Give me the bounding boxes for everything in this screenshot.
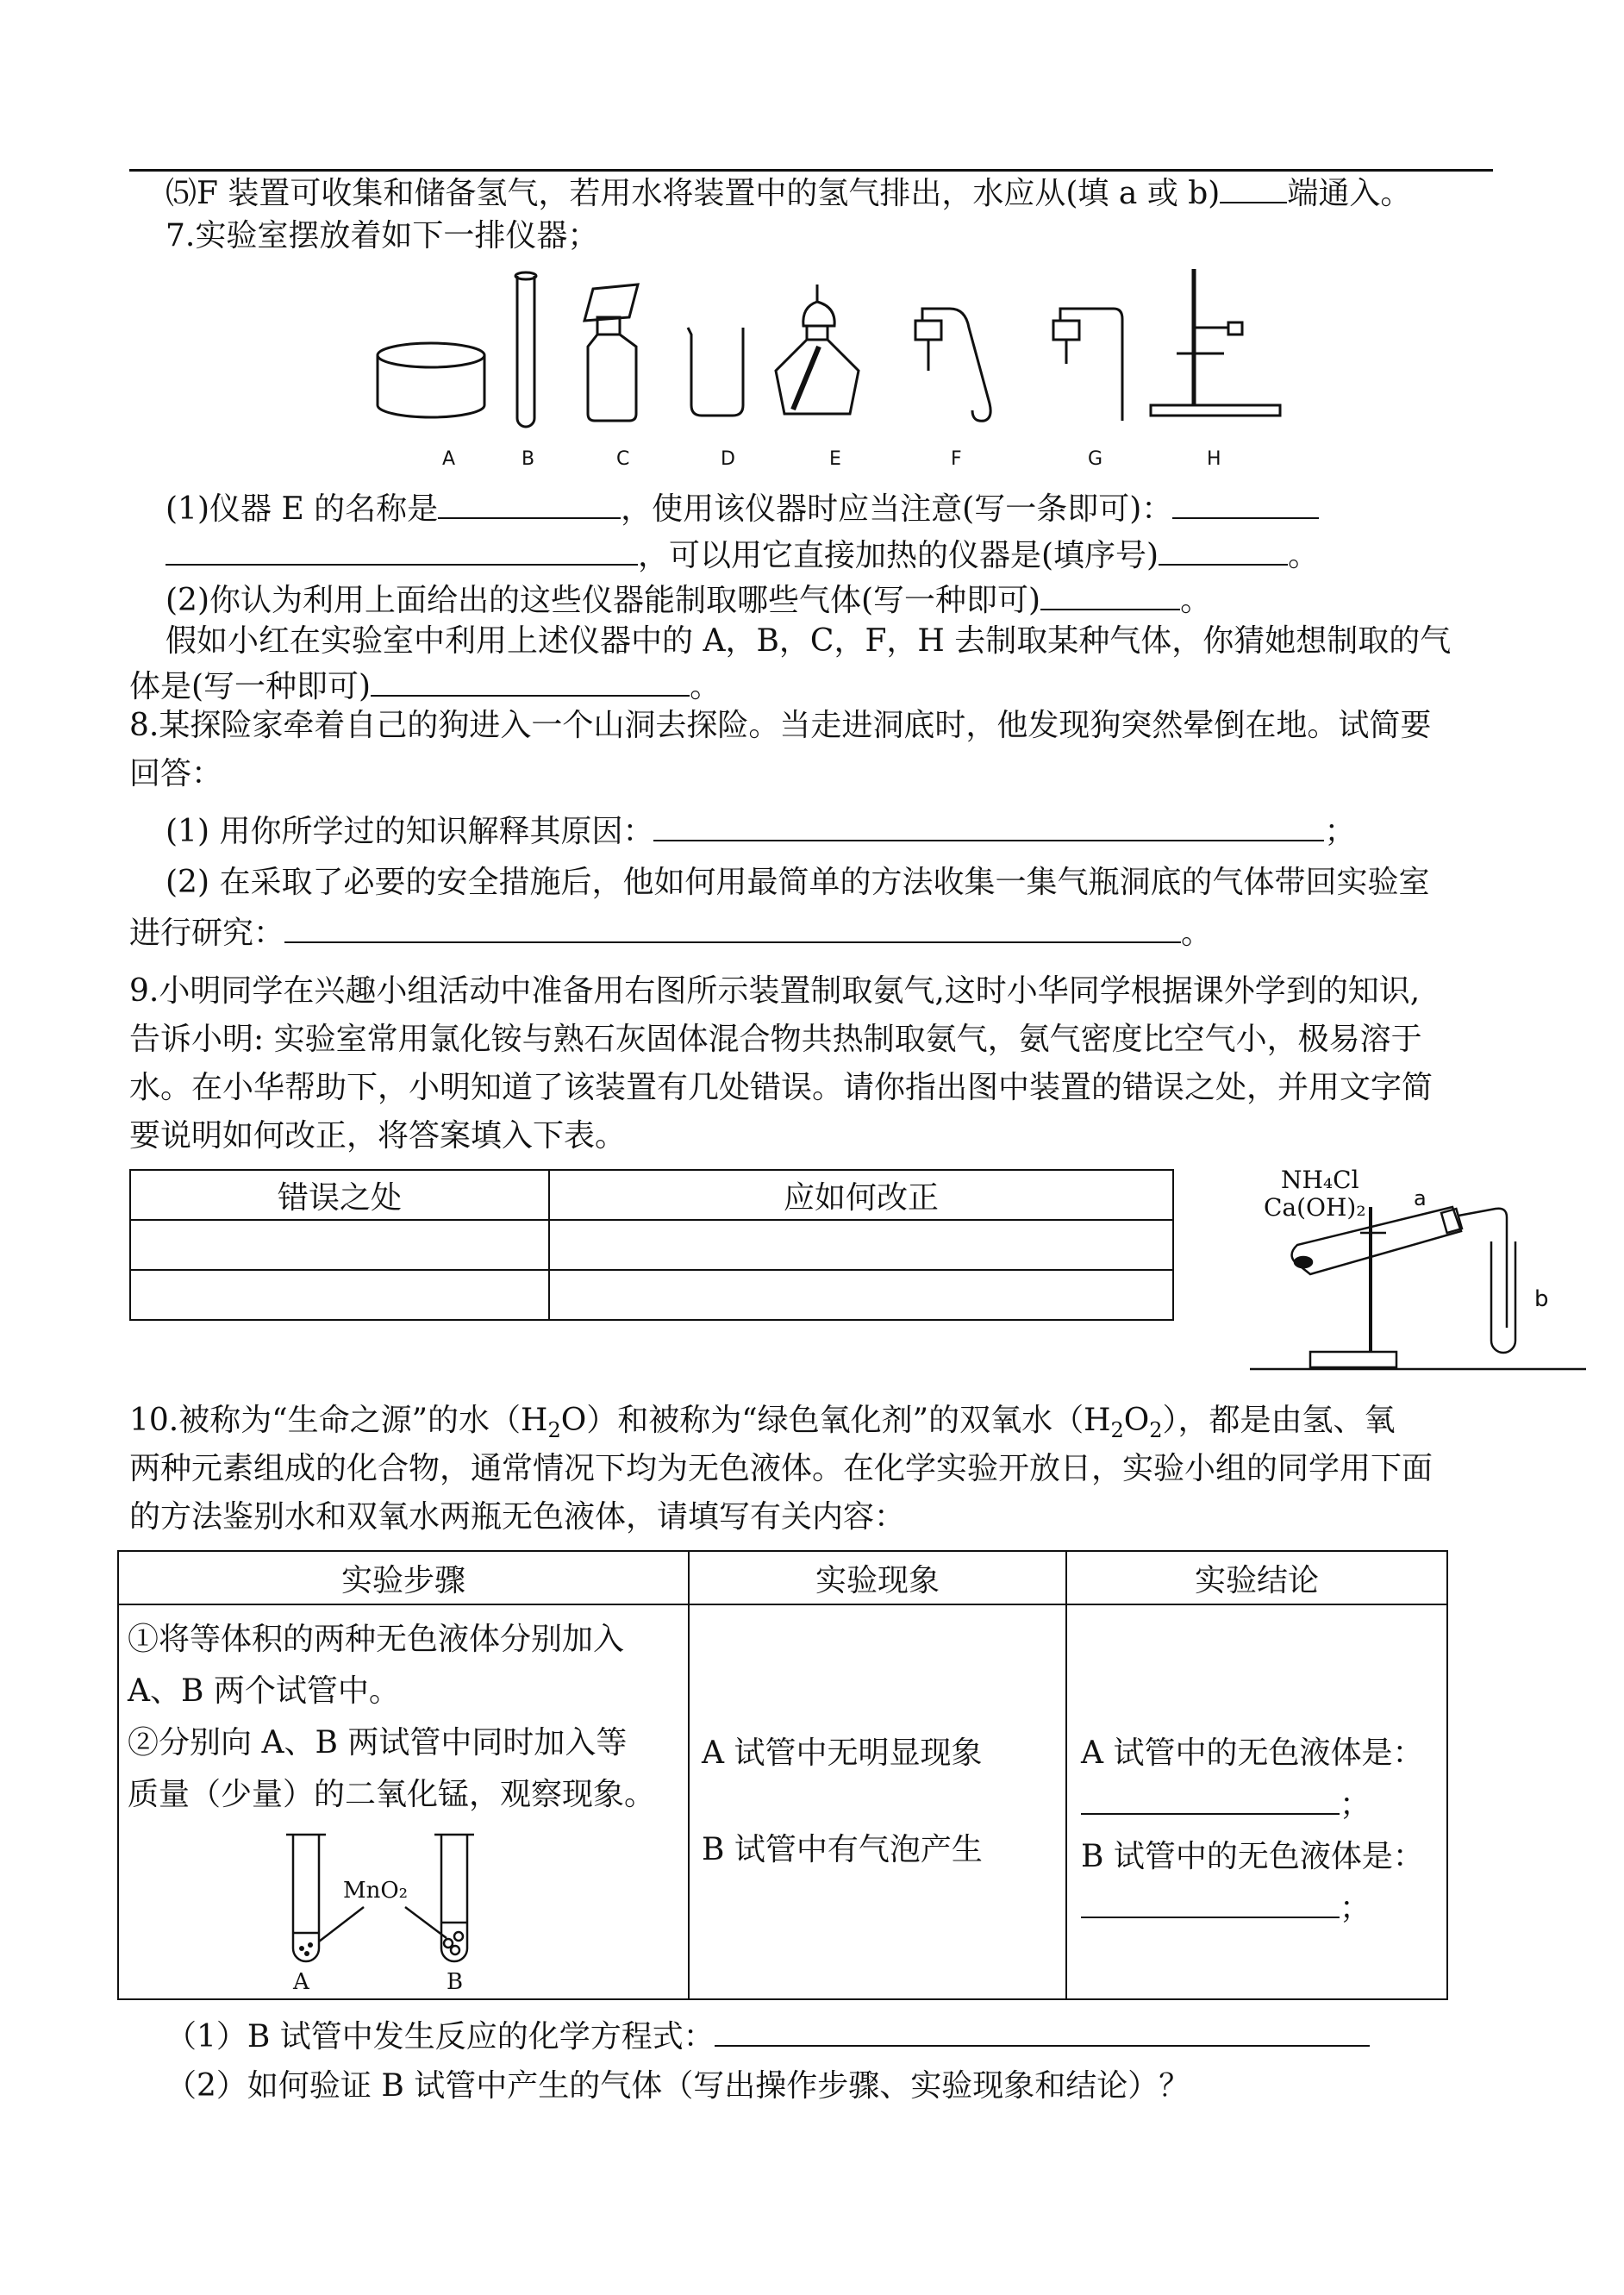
label-C: C bbox=[616, 448, 630, 470]
q8-part1: (1) 用你所学过的知识解释其原因： ； bbox=[166, 810, 1355, 851]
q7-blank-caution-cont[interactable] bbox=[166, 535, 638, 566]
q10-blank-b[interactable] bbox=[1081, 1887, 1340, 1918]
q7-blank-gas[interactable] bbox=[1040, 579, 1180, 610]
q10-step-2b: 质量（少量）的二氧化锰，观察现象。 bbox=[128, 1777, 656, 1812]
q9-cell-error-2[interactable] bbox=[130, 1270, 549, 1320]
q7-part2: (2)你认为利用上面给出的这些仪器能制取哪些气体(写一种即可) 。 bbox=[166, 579, 1211, 620]
q10-col-steps: 实验步骤 bbox=[118, 1551, 689, 1604]
q9-col-error: 错误之处 bbox=[130, 1170, 549, 1220]
label-B: B bbox=[522, 448, 535, 470]
q10-step-1b: A、B 两个试管中。 bbox=[128, 1673, 400, 1709]
q10-col-conclusion: 实验结论 bbox=[1066, 1551, 1447, 1604]
label-F: F bbox=[951, 448, 962, 470]
q10-conc-a: A 试管中的无色液体是： bbox=[1081, 1735, 1424, 1771]
q9-line2: 告诉小明: 实验室常用氯化铵与熟石灰固体混合物共热制取氨气，氨气密度比空气小，极易溶于 bbox=[129, 1022, 1422, 1057]
q7-part3-line2: 体是(写一种即可) 。 bbox=[129, 666, 721, 706]
q9-cell-fix-2[interactable] bbox=[549, 1270, 1173, 1320]
label-G: G bbox=[1088, 448, 1103, 470]
q10-blank-a[interactable] bbox=[1081, 1784, 1340, 1815]
q8-blank-method[interactable] bbox=[284, 912, 1181, 943]
q10-observation-cell bbox=[689, 1604, 1066, 1999]
q8-part2-line2: 进行研究： 。 bbox=[129, 912, 1212, 953]
q10-step-2a: ②分别向 A、B 两试管中同时加入等 bbox=[128, 1725, 628, 1760]
q9-label-a: a bbox=[1414, 1186, 1427, 1210]
q10-step-1a: ①将等体积的两种无色液体分别加入 bbox=[128, 1622, 625, 1657]
q9-answer-table bbox=[129, 1169, 1174, 1321]
q7-part1-line2: ，可以用它直接加热的仪器是(填序号) 。 bbox=[166, 535, 1319, 575]
q8-blank-reason[interactable] bbox=[653, 810, 1324, 841]
q10-line3: 的方法鉴别水和双氧水两瓶无色液体，请填写有关内容： bbox=[129, 1499, 906, 1535]
q9-label-b: b bbox=[1534, 1286, 1549, 1312]
label-E: E bbox=[829, 448, 841, 470]
label-A: A bbox=[442, 448, 456, 470]
q9-cell-error-1[interactable] bbox=[130, 1220, 549, 1270]
q7-blank-caution[interactable] bbox=[1172, 488, 1319, 519]
q8-line1: 8.某探险家牵着自己的狗进入一个山洞去探险。当走进洞底时，他发现狗突然晕倒在地。试简要 bbox=[129, 708, 1432, 743]
q9-label-caoh2: Ca(OH)₂ bbox=[1264, 1193, 1366, 1222]
header-rule bbox=[129, 169, 1493, 172]
q7-part1-line1: (1)仪器 E 的名称是 ，使用该仪器时应当注意(写一条即可)： bbox=[166, 488, 1319, 528]
label-H: H bbox=[1207, 448, 1221, 470]
q10-obs-a: A 试管中无明显现象 bbox=[702, 1735, 983, 1771]
q10-label-B: B bbox=[447, 1969, 464, 1995]
q7-blank-guess-gas[interactable] bbox=[371, 666, 690, 697]
label-D: D bbox=[721, 448, 735, 470]
q10-obs-b: B 试管中有气泡产生 bbox=[702, 1832, 983, 1867]
q10-conc-b-answer: ； bbox=[1081, 1883, 1446, 1935]
q9-col-fix: 应如何改正 bbox=[549, 1170, 1173, 1220]
q9-cell-fix-1[interactable] bbox=[549, 1220, 1173, 1270]
q6-part5: ⑸F 装置可收集和储备氢气，若用水将装置中的氢气排出，水应从(填 a 或 b) 端通入。 bbox=[166, 172, 1411, 213]
q7-blank-name[interactable] bbox=[438, 488, 621, 519]
q10-part2: （2）如何验证 B 试管中产生的气体（写出操作步骤、实验现象和结论）？ bbox=[166, 2068, 1190, 2104]
q7-title: 7.实验室摆放着如下一排仪器； bbox=[166, 218, 599, 253]
q6-blank[interactable] bbox=[1220, 172, 1287, 203]
q10-line2: 两种元素组成的化合物，通常情况下均为无色液体。在化学实验开放日，实验小组的同学用下面 bbox=[129, 1451, 1433, 1486]
q10-line1: 10.被称为“生命之源”的水$(H_2O)$和被称为“绿色氧化剂”的双氧水$(H_2O_2)$，都是由氢、氧 bbox=[129, 1403, 1396, 1443]
q9-label-nh4cl: NH₄Cl bbox=[1281, 1166, 1359, 1194]
q9-line1: 9.小明同学在兴趣小组活动中准备用右图所示装置制取氨气,这时小华同学根据课外学到的知识, bbox=[129, 973, 1421, 1009]
q7-part3-line1: 假如小红在实验室中利用上述仪器中的 A，B，C，F，H 去制取某种气体，你猜她想制取的气 bbox=[166, 623, 1452, 659]
q10-blank-equation[interactable] bbox=[715, 2016, 1370, 2047]
q9-line3: 水。在小华帮助下，小明知道了该装置有几处错误。请你指出图中装置的错误之处，并用文字简 bbox=[129, 1070, 1433, 1105]
q10-conc-b: B 试管中的无色液体是： bbox=[1081, 1839, 1424, 1874]
q7-blank-heatable[interactable] bbox=[1159, 535, 1288, 566]
q10-conclusion-cell bbox=[1066, 1604, 1447, 1999]
q8-part2-line1: (2) 在采取了必要的安全措施后，他如何用最简单的方法收集一集气瓶洞底的气体带回实验室 bbox=[166, 865, 1430, 900]
q8-line2: 回答： bbox=[129, 756, 223, 791]
q9-line4: 要说明如何改正，将答案填入下表。 bbox=[129, 1118, 627, 1154]
q10-col-observation: 实验现象 bbox=[689, 1551, 1066, 1604]
q10-part1: （1）B 试管中发生反应的化学方程式： bbox=[166, 2016, 1370, 2056]
q10-conc-a-answer: ； bbox=[1081, 1779, 1446, 1831]
q10-label-mno2: MnO₂ bbox=[343, 1878, 409, 1904]
q10-label-A: A bbox=[293, 1969, 309, 1995]
